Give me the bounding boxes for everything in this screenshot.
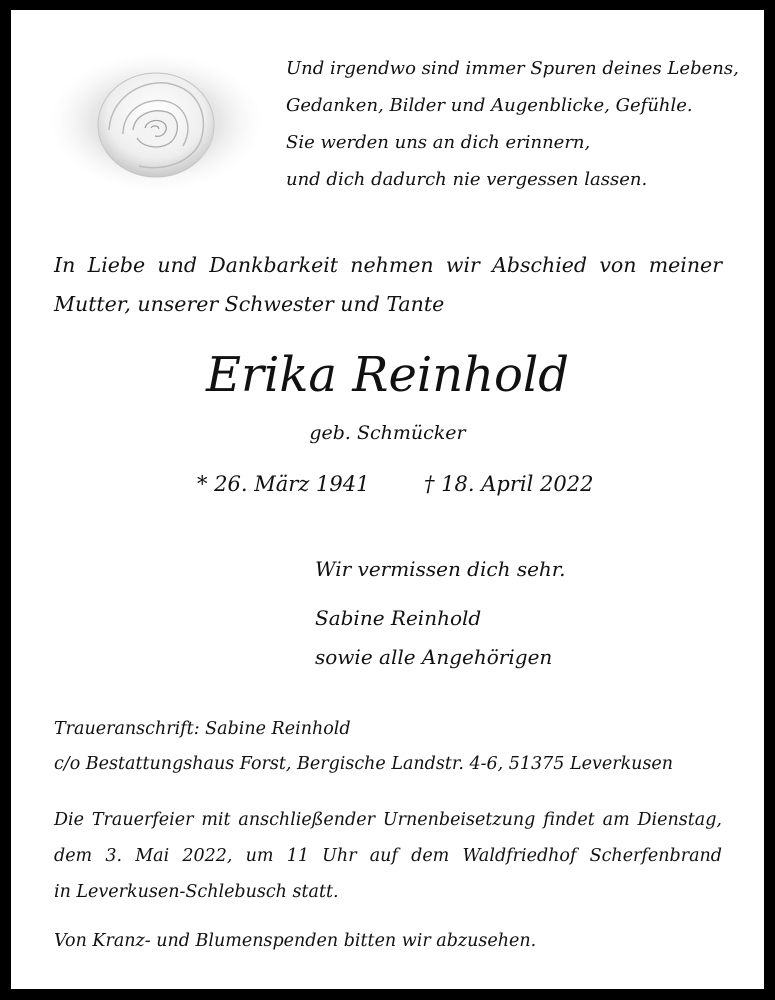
signature-block <box>315 550 566 677</box>
poem <box>286 50 746 198</box>
farewell-message: Wir vermissen dich sehr. <box>315 557 566 581</box>
ceremony-line-1: Die Trauerfeier mit anschließender Urnenbeisetzung findet am Dienstag, <box>54 810 722 830</box>
address-line-1: Traueranschrift: Sabine Reinhold <box>54 719 351 739</box>
intro-text <box>54 246 722 324</box>
poem-line: und dich dadurch nie vergessen lassen. <box>286 169 648 190</box>
ceremony-line-2: dem 3. Mai 2022, um 11 Uhr auf dem Waldfriedhof Scherfenbrand <box>54 846 722 866</box>
flowers-note: Von Kranz- und Blumenspenden bitten wir abzusehen. <box>54 931 537 951</box>
address-line-2: c/o Bestattungshaus Forst, Bergische Landstr. 4-6, 51375 Leverkusen <box>54 754 674 774</box>
obituary-notice <box>11 10 764 989</box>
mourning-address <box>54 712 673 782</box>
ceremony-info <box>54 802 722 910</box>
death-date: † 18. April 2022 <box>424 472 594 496</box>
ceremony-line-3: in Leverkusen-Schlebusch statt. <box>54 882 339 902</box>
poem-line: Gedanken, Bilder und Augenblicke, Gefühle. <box>286 95 693 116</box>
intro-line-2: Mutter, unserer Schwester und Tante <box>54 292 445 316</box>
birth-date: * 26. März 1941 <box>197 472 370 496</box>
signer-name: Sabine Reinhold <box>315 606 482 630</box>
poem-line: Und irgendwo sind immer Spuren deines Lebens, <box>286 58 739 79</box>
poem-line: Sie werden uns an dich erinnern, <box>286 132 591 153</box>
deceased-name: Erika Reinhold <box>206 347 569 403</box>
signer-others: sowie alle Angehörigen <box>315 645 553 669</box>
rose-icon <box>51 50 261 190</box>
maiden-name: geb. Schmücker <box>309 422 466 444</box>
intro-line-1: In Liebe und Dankbarkeit nehmen wir Abschied von meiner <box>54 253 722 277</box>
